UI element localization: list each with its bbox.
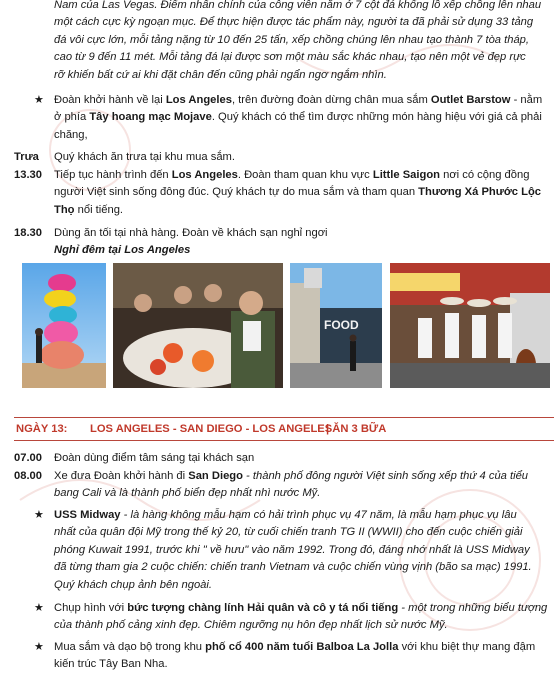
photo-mariachi-band [390, 263, 550, 388]
star-bullet-icon: ★ [34, 509, 44, 521]
photo-seven-magic-mountains [22, 263, 106, 388]
desc-line: đá vôi cực lớn, mỗi tảng nặng từ 10 đến 25 tấn, xếp chồng chúng lên nhau tạo thành 7 tòa tháp, [54, 33, 529, 46]
photo-little-saigon-street [290, 263, 382, 388]
star-bullet-icon: ★ [34, 602, 44, 614]
desc-line: một cách cực kỳ ngoạn mục. Để thực hiện được tác phẩm này, người ta đã phải sử dụng 33 tảng [54, 16, 534, 29]
desc-line: Nam của Las Vegas. Điểm nhấn chính của công viên nằm ở 7 cột đá khổng lồ xếp chồng lên nhau [54, 0, 542, 11]
time-label: 08.00 [14, 470, 42, 482]
desc-line: cao từ 9 đến 11 mét. Mỗi tảng đá lại được sơn một màu sắc khác nhau, tạo nên một vẻ đẹp rực [54, 51, 526, 64]
time-label: 07.00 [14, 452, 42, 464]
item-text: Đoàn dùng điểm tâm sáng tại khách sạn [54, 452, 255, 464]
star-bullet-icon: ★ [34, 641, 44, 653]
time-label: 18.30 [14, 227, 42, 239]
day-13-header [14, 417, 554, 441]
photo-group-dinner [113, 263, 283, 388]
time-label: Trưa [14, 151, 39, 163]
time-label: 13.30 [14, 169, 42, 181]
overnight-note: Nghỉ đêm tại Los Angeles [54, 244, 191, 257]
itinerary-page: Nam của Las Vegas. Điểm nhấn chính của công viên nằm ở 7 cột đá khổng lồ xếp chồng lên nhau một cách cực kỳ ngoạn mục. Để thực hiện được tác phẩm này, người ta đã phải sử dụng 33 tảng đá vôi cực lớn, mỗi tảng nặng từ 10 đến 25 tấn, xếp chồng chúng lên nhau tạo thành 7 tòa tháp, cao từ 9 đến 11 mét. Mỗi tảng đá lại được sơn một màu sắc khác nhau, tạo nên một vẻ đẹp rực rỡ khiến bất cứ ai khi đặt chân đến cũng phải ngẩn ngơ ngắm nhìn. ★ Đoàn khởi hành về lại Los Angeles, trên đường đoàn dừng chân mua sắm Outlet Barstow - nằm ở phía Tây hoang mạc Mojave. Quý khách có thể tìm được những món hàng hiệu với giá cả phải chăng, Trưa Quý khách ăn trưa tại khu mua sắm. 13.30 Tiếp tục hành trình đến Los Angeles. Đoàn tham quan khu vực Little Saigon nơi có cộng đồng người Việt sinh sống đông đúc. Quý khách tự do mua sắm và tham quan Thương Xá Phước Lộc Thọ nổi tiếng. 18.30 Dùng ăn tối tại nhà hàng. Đoàn về khách sạn nghỉ ngơi Nghỉ đêm tại Los Angeles FOOD NGÀY 13: LOS ANGELES - SAN DIEGO - LOS ANGELES | ĂN 3 BỮA 07.00 Đoàn dùng điểm tâm sáng tại khách sạn 08.00 Xe đưa Đoàn khởi hành đi San Diego - thành phố đông người Việt sinh sống xếp thứ 4 của tiểu bang Cali và là thành phố biển đẹp nhất nhì nước Mỹ. ★ USS Midway - là hàng không mẫu hạm có hải trình phục vụ 47 năm, là mẫu hạm phục vụ lâu nhất của quân đội Mỹ trong thế kỷ 20, từ cuối chiến tranh TG II (WWII) cho đến cuộc chiến giải phóng Kuwait 1991, trước khi " về hưu" vào năm 1992. Trong đó, đáng nhớ nhất là USS Midway đã từng tham gia 2 cuộc chiến: chiến tranh Vietnam và cuộc chiến vùng vịnh (bão sa mạc) 1991. Quý khách chụp ảnh bên ngoài. ★ Chụp hình với bức tượng chàng lính Hải quân và cô y tá nổi tiếng - một trong những biểu tượng của thành phố cảng xinh đẹp. Chiêm ngưỡng nụ hôn đẹp nhất lịch sử nước Mỹ. ★ Mua sắm và dạo bộ trong khu phố cổ 400 năm tuổi Balboa La Jolla với khu biệt thự mang đậm kiến trúc Tây Ban Nha. [0, 0, 558, 668]
item-text: Quý khách ăn trưa tại khu mua sắm. [54, 151, 235, 163]
star-bullet-icon: ★ [34, 94, 44, 106]
day-meals: | ĂN 3 BỮA [326, 423, 387, 435]
item-text: Dùng ăn tối tại nhà hàng. Đoàn về khách sạn nghỉ ngơi [54, 227, 328, 239]
desc-line: rỡ khiến bất cứ ai khi đặt chân đến cũng phải ngẩn ngơ ngắm nhìn. [54, 68, 387, 81]
day-route: LOS ANGELES - SAN DIEGO - LOS ANGELES [90, 423, 333, 435]
day-label: NGÀY 13: [16, 423, 68, 435]
svg-text:FOOD: FOOD [324, 318, 359, 332]
